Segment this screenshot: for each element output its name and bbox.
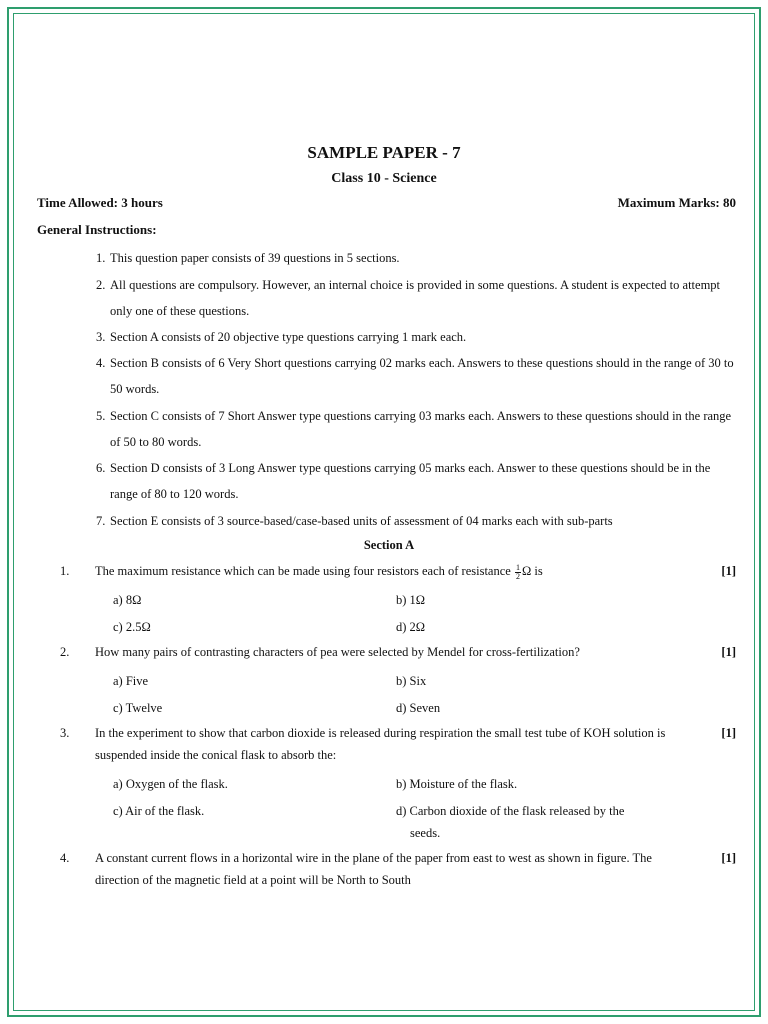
question-row (60, 560, 736, 582)
maximum-marks: Maximum Marks: 80 (617, 195, 736, 210)
question-text: A constant current flows in a horizontal wire in the plane of the paper from east to west as shown in figure. The direction of the magnetic field at a point will be North to South (95, 851, 652, 887)
instruction-item (96, 245, 736, 271)
option-d (396, 800, 656, 844)
instruction-item (96, 508, 736, 534)
paper-title: SAMPLE PAPER - 7 (307, 143, 461, 162)
option-b: b) Moisture of the flask. (396, 777, 518, 791)
question-marks: [1] (721, 726, 736, 740)
question-marks: [1] (721, 645, 736, 659)
instruction-text: Section A consists of 20 objective type questions carrying 1 mark each. (110, 330, 467, 344)
option-c: c) Air of the flask. (113, 804, 205, 818)
option-a: a) 8Ω (113, 593, 142, 607)
instruction-item (96, 350, 736, 402)
fraction-numerator: 1 (515, 562, 520, 572)
instruction-item (96, 324, 736, 350)
instruction-text: All questions are compulsory. However, an internal choice is provided in some questions. A student is expected to attempt only one of these questions. (110, 278, 721, 318)
question-marks: [1] (721, 851, 736, 865)
fraction-denominator: 2 (515, 571, 520, 581)
instruction-number: 3. (96, 330, 106, 344)
paper-subtitle: Class 10 - Science (331, 171, 437, 186)
option-d-text: d) Carbon dioxide of the flask released by the seeds. (396, 804, 625, 840)
option-a: a) Oxygen of the flask. (113, 777, 228, 791)
option-d: d) Seven (396, 701, 441, 715)
question-row (60, 641, 736, 663)
instruction-text: Section E consists of 3 source-based/case-based units of assessment of 04 marks each with sub-parts (110, 514, 613, 528)
question-text-part: Ω is (521, 564, 543, 578)
question-number: 1. (60, 564, 70, 578)
question-number: 3. (60, 726, 70, 740)
option-b: b) Six (396, 674, 427, 688)
question-text-part: The maximum resistance which can be made using four resistors each of resistance (95, 564, 511, 578)
question-row (60, 722, 736, 766)
instruction-item (96, 403, 736, 455)
question-marks: [1] (721, 564, 736, 578)
question-number: 4. (60, 851, 70, 865)
instruction-number: 6. (96, 461, 106, 475)
option-c: c) Twelve (113, 701, 163, 715)
instruction-text: Section B consists of 6 Very Short questions carrying 02 marks each. Answers to these questions should in the range of 30 to 50 words. (110, 356, 734, 396)
instruction-number: 1. (96, 251, 106, 265)
time-allowed: Time Allowed: 3 hours (37, 195, 163, 210)
instruction-number: 2. (96, 278, 106, 292)
option-d: d) 2Ω (396, 620, 426, 634)
instructions-heading: General Instructions: (37, 222, 157, 237)
instruction-item (96, 272, 736, 324)
question-text: In the experiment to show that carbon dioxide is released during respiration the small test tube of KOH solution is suspended inside the conical flask to absorb the: (95, 726, 666, 762)
option-a: a) Five (113, 674, 149, 688)
instruction-item (96, 455, 736, 507)
question-row (60, 847, 736, 891)
instruction-number: 5. (96, 409, 106, 423)
section-a-heading: Section A (363, 538, 415, 552)
option-b: b) 1Ω (396, 593, 426, 607)
option-c: c) 2.5Ω (113, 620, 151, 634)
instruction-number: 4. (96, 356, 106, 370)
instruction-number: 7. (96, 514, 106, 528)
question-text (95, 560, 698, 582)
instruction-text: This question paper consists of 39 questions in 5 sections. (110, 251, 400, 265)
question-text: How many pairs of contrasting characters of pea were selected by Mendel for cross-fertilization? (95, 645, 580, 659)
instruction-text: Section D consists of 3 Long Answer type questions carrying 05 marks each. Answer to these questions should be in the range of 80 to 120 words. (110, 461, 711, 501)
question-number: 2. (60, 645, 70, 659)
instruction-text: Section C consists of 7 Short Answer type questions carrying 03 marks each. Answers to these questions should in the range of 50 to 80 words. (110, 409, 732, 449)
fraction (515, 564, 521, 581)
